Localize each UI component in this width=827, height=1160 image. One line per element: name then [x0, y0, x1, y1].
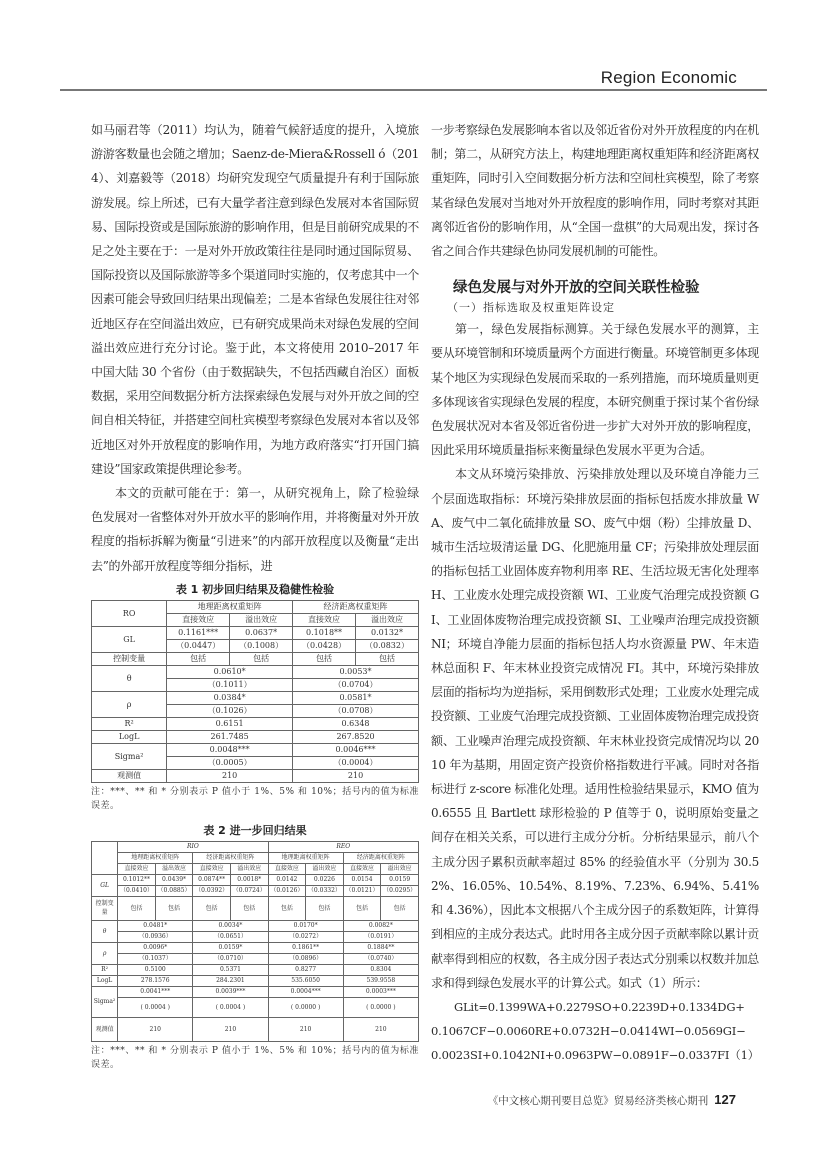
cell: （0.0936）	[118, 931, 193, 942]
formula-line: 0.0023SI+0.1042NI+0.0963PW−0.0891F−0.0337FI	[431, 1047, 730, 1062]
table-row	[92, 964, 419, 975]
cell: （0.0004）	[293, 756, 419, 769]
table-row	[92, 691, 419, 704]
body-paragraph: 本文从环境污染排放、污染排放处理以及环境自净能力三个层面选取指标：环境污染排放层面的指标包括废水排放量 WA、废气中二氧化硫排放量 SO、废气中烟（粉）尘排放量 D、城市生活垃圾清运量 DG、化肥施用量 CF；污染排放处理层面的指标包括工业固体废弃物利用率 RE、生活垃圾无害化处理率 H、工业废水处理完成投资额 WI、工业废气治理完成投资额 GI、工业固体废物治理完成投资额 SI、工业噪声治理完成投资额 NI；环境自净能力层面的指标包括人均水资源量 PW、年末造林总面积 F、年末林业投资完成情况 FI。其中，环境污染排放层面的指标均为逆指标，采用倒数形式处理；工业废水处理完成投资额、工业废气治理完成投资额、工业固体废物治理完成投资额、工业噪声治理完成投资额、年末林业投资完成情况均以 2010 年为基期，用固定资产投资价格指数进行平减。同时对各指标进行 z-score 标准化处理。适用性检验结果显示，KMO 值为 0.6555 且 Bartlett 球形检验的 P 值等于 0，说明原始变量之间存在相关关系，可以进行主成分分析。分析结果显示，前八个主成分因子累积贡献率超过 85% 的经验值水平（分别为 30.52%、16.05%、10.54%、8.19%、7.23%、6.94%、5.41% 和 4.36%），因此本文根据八个主成分因子的系数矩阵，计算得到相应的主成分表达式。此时用各主成分因子贡献率除以累计贡献率得到相应的权数，各主成分因子表达式分别乘以权数并加总求和得到绿色发展水平的计算公式。如式（1）所示：	[431, 467, 759, 990]
table-row	[92, 885, 419, 896]
table2-sub-header: 溢出效应	[155, 863, 193, 874]
cell: 0.0170*	[268, 920, 343, 931]
body-paragraph: 本文的贡献可能在于：第一，从研究视角上，除了检验绿色发展对一省整体对外开放水平的影响作用，并将衡量对外开放程度的指标拆解为衡量“引进来”的内部开放程度以及衡量“走出去”的外部开放程度等细分指标，进	[91, 486, 419, 573]
cell: （0.0724）	[230, 885, 268, 896]
cell: 0.6348	[293, 717, 419, 730]
table-row	[92, 730, 419, 743]
row-label: θ	[92, 920, 118, 942]
cell: 0.0159*	[193, 942, 268, 953]
cell: 284.2301	[193, 975, 268, 986]
table2-sub-header: 直接效应	[343, 863, 381, 874]
cell: 0.0384*	[167, 691, 293, 704]
journal-name: 《中文核心期刊要目总览》贸易经济类核心期刊	[487, 1095, 709, 1107]
cell: （0.0885）	[155, 885, 193, 896]
table-row	[92, 717, 419, 730]
cell: 0.0046***	[293, 743, 419, 756]
cell: 0.6151	[167, 717, 293, 730]
row-label: 观测值	[92, 769, 167, 782]
page-footer	[488, 1092, 736, 1108]
right-column	[431, 118, 759, 1067]
cell: 包括	[356, 652, 419, 665]
cell: 0.0637*	[230, 626, 293, 639]
cell: （0.0410）	[118, 885, 156, 896]
cell: ( 0.0000 )	[343, 997, 418, 1017]
cell: 0.0874**	[193, 874, 231, 885]
cell: （0.0832）	[356, 639, 419, 652]
table2-group-header: 地理距离权重矩阵	[268, 852, 343, 863]
cell: 0.0004***	[268, 986, 343, 997]
cell: 0.0034*	[193, 920, 268, 931]
cell: 0.0041***	[118, 986, 193, 997]
cell: （0.1026）	[167, 704, 293, 717]
cell: （0.0272）	[268, 931, 343, 942]
cell: （0.0332）	[306, 885, 344, 896]
table1-group-header: 地理距离权重矩阵	[167, 600, 293, 613]
table-row	[92, 896, 419, 920]
cell: 包括	[230, 652, 293, 665]
table2	[91, 841, 419, 1042]
table2-sub-header: 溢出效应	[306, 863, 344, 874]
table2-sub-header: 直接效应	[193, 863, 231, 874]
row-label: θ	[92, 665, 167, 691]
cell: 0.1018**	[293, 626, 356, 639]
cell: （0.0708）	[293, 704, 419, 717]
cell: （0.1011）	[167, 678, 293, 691]
row-label: ρ	[92, 942, 118, 964]
table2-sub-header: 溢出效应	[230, 863, 268, 874]
table2-note: 注：***、** 和 * 分别表示 P 值小于 1%、5% 和 10%；括号内的值为标准误差。	[91, 1045, 419, 1070]
table2-group-header: 经济距离权重矩阵	[343, 852, 418, 863]
table1-sub-header: 溢出效应	[356, 613, 419, 626]
table-row	[92, 953, 419, 964]
cell: 267.8520	[293, 730, 419, 743]
cell: 包括	[230, 896, 268, 920]
row-label: R²	[92, 717, 167, 730]
cell: 0.0159	[381, 874, 419, 885]
row-label: 控制变量	[92, 896, 118, 920]
cell: 0.1161***	[167, 626, 230, 639]
row-label: Sigma²	[92, 986, 118, 1017]
table-row	[92, 931, 419, 942]
cell: 0.1012**	[118, 874, 156, 885]
cell: （0.0447）	[167, 639, 230, 652]
cell: 210	[293, 769, 419, 782]
cell: 0.5100	[118, 964, 193, 975]
table-row	[92, 997, 419, 1017]
table-row	[92, 626, 419, 639]
cell: 210	[193, 1017, 268, 1041]
cell: ( 0.0004 )	[118, 997, 193, 1017]
cell: （0.0191）	[343, 931, 418, 942]
left-column	[91, 118, 419, 1072]
cell: 0.0053*	[293, 665, 419, 678]
cell: 210	[268, 1017, 343, 1041]
cell: 0.0142	[268, 874, 306, 885]
section-heading: 绿色发展与对外开放的空间关联性检验	[453, 280, 700, 297]
table1-sub-header: 直接效应	[293, 613, 356, 626]
cell: 0.0581*	[293, 691, 419, 704]
cell: 包括	[193, 896, 231, 920]
cell: 0.0048***	[167, 743, 293, 756]
cell: 278.1576	[118, 975, 193, 986]
row-label: R²	[92, 964, 118, 975]
cell: （0.1008）	[230, 639, 293, 652]
cell: 539.9558	[343, 975, 418, 986]
cell: ( 0.0000 )	[268, 997, 343, 1017]
row-label: LogL	[92, 975, 118, 986]
table2-sub-header: 溢出效应	[381, 863, 419, 874]
table2-top-header: RIO	[118, 841, 268, 852]
cell: 0.8277	[268, 964, 343, 975]
cell: 包括	[306, 896, 344, 920]
cell: 0.5371	[193, 964, 268, 975]
row-label: Sigma²	[92, 743, 167, 769]
cell: （0.0126）	[268, 885, 306, 896]
header-rule	[60, 89, 767, 91]
cell: 0.0610*	[167, 665, 293, 678]
cell: （0.0704）	[293, 678, 419, 691]
row-label: GL	[92, 626, 167, 652]
cell: 包括	[118, 896, 156, 920]
cell: 0.0154	[343, 874, 381, 885]
table1-title: 表 1 初步回归结果及稳健性检验	[175, 582, 335, 596]
table-row	[92, 920, 419, 931]
running-header-title: Region Economic	[600, 68, 737, 87]
body-paragraph: 一步考察绿色发展影响本省以及邻近省份对外开放程度的内在机制；第二，从研究方法上，构建地理距离权重矩阵和经济距离权重矩阵，同时引入空间数据分析方法和空间杜宾模型，除了考察某省绿色发展对当地对外开放程度的影响作用，同时考察对其距离邻近省份的影响作用，从“全国一盘棋”的大局观出发，探讨各省之间合作共建绿色协同发展机制的可能性。	[431, 123, 759, 259]
cell: 261.7485	[167, 730, 293, 743]
cell: （0.0392）	[193, 885, 231, 896]
table-row	[92, 743, 419, 756]
table-row	[92, 1017, 419, 1041]
cell: （0.0295）	[381, 885, 419, 896]
table-row	[92, 986, 419, 997]
cell: 包括	[381, 896, 419, 920]
table-row	[92, 665, 419, 678]
cell: 包括	[293, 652, 356, 665]
cell: 包括	[268, 896, 306, 920]
row-label: 控制变量	[92, 652, 167, 665]
body-paragraph: 第一，绿色发展指标测算。关于绿色发展水平的测算，主要从环境管制和环境质量两个方面进行衡量。环境管制更多体现某个地区为实现绿色发展而采取的一系列措施，而环境质量则更多体现该省实现绿色发展的程度，本研究侧重于探讨某个省份绿色发展状况对本省及邻近省份进一步扩大对外开放的影响程度，因此采用环境质量指标来衡量绿色发展水平更为合适。	[431, 322, 759, 458]
cell: （0.0740）	[343, 953, 418, 964]
table1	[91, 600, 419, 783]
equation-1	[431, 995, 759, 1067]
formula-line: 0.1067CF−0.0060RE+0.0732H−0.0414WI−0.0569GI−	[431, 1023, 746, 1038]
cell: 0.0481*	[118, 920, 193, 931]
cell: 0.0439*	[155, 874, 193, 885]
cell: 包括	[167, 652, 230, 665]
cell: （0.0428）	[293, 639, 356, 652]
cell: 210	[167, 769, 293, 782]
cell: 0.1884**	[343, 942, 418, 953]
cell: （0.1037）	[118, 953, 193, 964]
row-label: 观测值	[92, 1017, 118, 1041]
cell: 0.0082*	[343, 920, 418, 931]
cell: 包括	[343, 896, 381, 920]
table2-sub-header: 直接效应	[118, 863, 156, 874]
body-paragraph: 如马丽君等（2011）均认为，随着气候舒适度的提升，入境旅游游客数量也会随之增加；Saenz-de-Miera&Rossell ó（2014）、刘嘉毅等（2018）均研究发现空气质量提升有利于国际旅游发展。综上所述，已有大量学者注意到绿色发展对本省国际贸易、国际投资或是国际旅游的影响作用，但是目前研究成果的不足之处主要在于：一是对外开放政策往往是同时通过国际贸易、国际投资以及国际旅游等多个渠道同时实施的，仅考虑其中一个因素可能会导致回归结果出现偏差；二是本省绿色发展往往对邻近地区存在空间溢出效应，已有研究成果尚未对绿色发展的空间溢出效应进行充分讨论。鉴于此，本文将使用 2010–2017 年中国大陆 30 个省份（由于数据缺失，不包括西藏自治区）面板数据，采用空间数据分析方法探索绿色发展与对外开放之间的空间自相关特征，并搭建空间杜宾模型考察绿色发展对本省以及邻近地区对外开放程度的影响作用，为地方政府落实“打开国门搞建设”国家政策提供理论参考。	[91, 123, 419, 476]
table1-sub-header: 直接效应	[167, 613, 230, 626]
table2-group-header: 经济距离权重矩阵	[193, 852, 268, 863]
cell: 0.8304	[343, 964, 418, 975]
row-label: GL	[92, 874, 118, 896]
table2-group-header: 地理距离权重矩阵	[118, 852, 193, 863]
cell: 210	[343, 1017, 418, 1041]
cell: （0.0121）	[343, 885, 381, 896]
formula-line: GLit=0.1399WA+0.2279SO+0.2239D+0.1334DG+	[454, 999, 745, 1014]
cell: 0.0018*	[230, 874, 268, 885]
cell: 0.0226	[306, 874, 344, 885]
table-row	[92, 769, 419, 782]
cell: 包括	[155, 896, 193, 920]
cell: （0.0005）	[167, 756, 293, 769]
table1-note: 注：***、** 和 * 分别表示 P 值小于 1%、5% 和 10%；括号内的值为标准误差。	[91, 786, 419, 811]
cell: （0.0710）	[193, 953, 268, 964]
page-number: 127	[714, 1092, 736, 1107]
cell: 535.6050	[268, 975, 343, 986]
cell: （0.0896）	[268, 953, 343, 964]
table-row	[92, 942, 419, 953]
equation-number: （1）	[729, 1047, 759, 1062]
cell: ( 0.0004 )	[193, 997, 268, 1017]
cell: 0.1861**	[268, 942, 343, 953]
row-label: LogL	[92, 730, 167, 743]
table1-sub-header: 溢出效应	[230, 613, 293, 626]
table2-title: 表 2 进一步回归结果	[203, 823, 307, 837]
table2-sub-header: 直接效应	[268, 863, 306, 874]
cell: 0.0039***	[193, 986, 268, 997]
table1-group-header: 经济距离权重矩阵	[293, 600, 419, 613]
cell: 0.0132*	[356, 626, 419, 639]
table-row	[92, 652, 419, 665]
table-row	[92, 874, 419, 885]
cell: 0.0096*	[118, 942, 193, 953]
cell: 0.0003***	[343, 986, 418, 997]
table2-top-header: REO	[268, 841, 418, 852]
table-row	[92, 975, 419, 986]
cell: 210	[118, 1017, 193, 1041]
subsection-heading: （一）指标选取及权重矩阵设定	[447, 301, 615, 315]
row-label: ρ	[92, 691, 167, 717]
cell: （0.0651）	[193, 931, 268, 942]
table2-corner	[92, 841, 118, 874]
table1-corner: RO	[92, 600, 167, 626]
